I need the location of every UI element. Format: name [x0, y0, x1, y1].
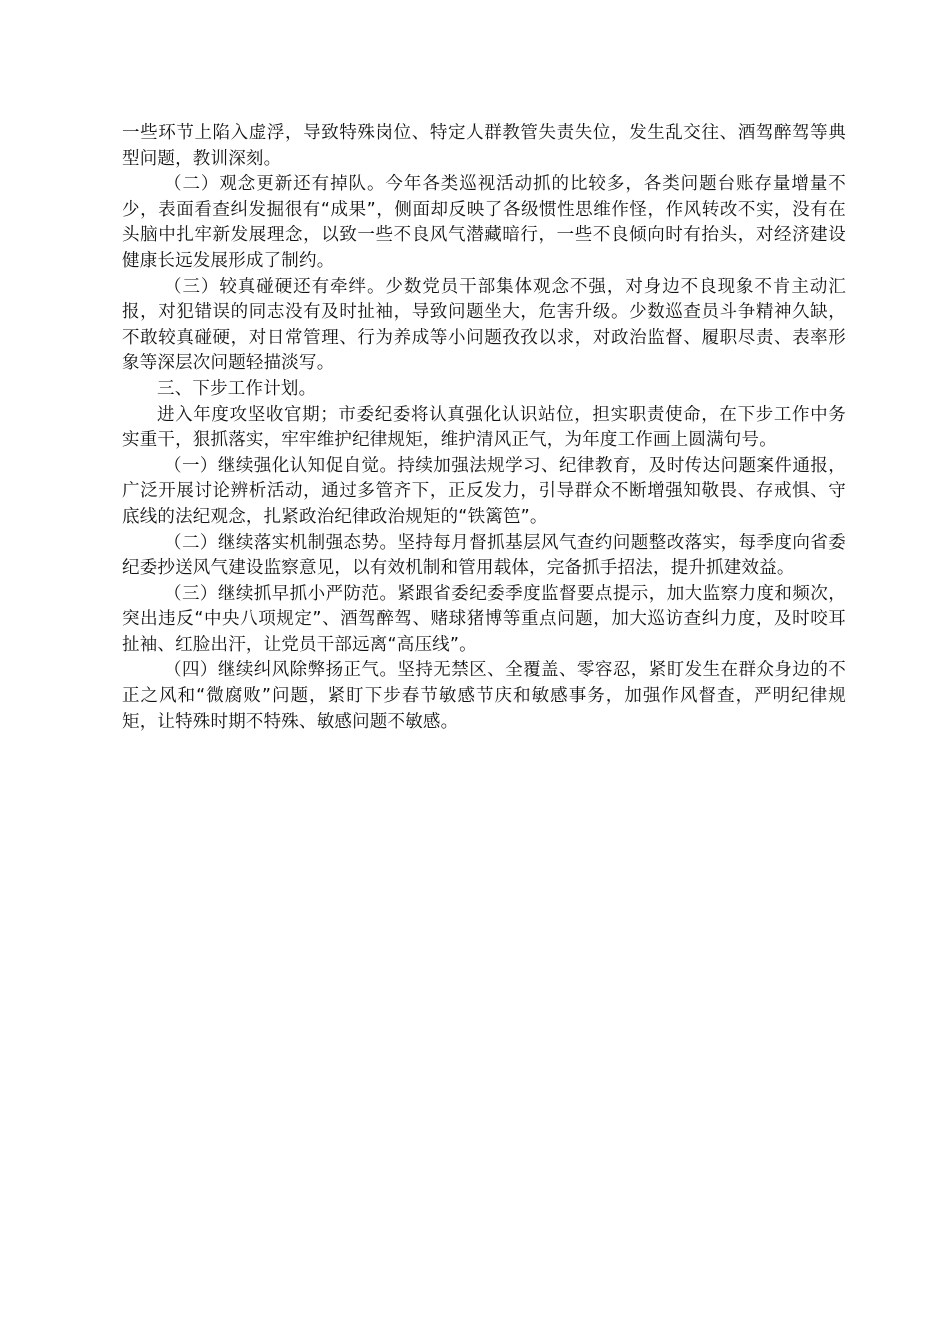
paragraph-plan-3: （三）继续抓早抓小严防范。紧跟省委纪委季度监督要点提示，加大监察力度和频次，突出违反“中央八项规定”、酒驾醉驾、赌球猪博等重点问题，加大巡访查纠力度，及时咬耳扯袖、红脸出汗，让党员干部远离“高压线”。 — [122, 583, 846, 655]
document-body — [122, 121, 846, 735]
paragraph-plan-1: （一）继续强化认知促自觉。持续加强法规学习、纪律教育，及时传达问题案件通报，广泛开展讨论辨析活动，通过多管齐下，正反发力，引导群众不断增强知敬畏、存戒惧、守底线的法纪观念，扎紧政治纪律政治规矩的“铁篱笆”。 — [122, 455, 846, 527]
paragraph-intro-next-steps: 进入年度攻坚收官期；市委纪委将认真强化认识站位，担实职责使命，在下步工作中务实重干，狠抓落实，牢牢维护纪律规矩，维护清风正气，为年度工作画上圆满句号。 — [122, 404, 846, 451]
paragraph-issue-3: （三）较真碰硬还有牵绊。少数党员干部集体观念不强，对身边不良现象不肯主动汇报，对犯错误的同志没有及时扯袖，导致问题坐大，危害升级。少数巡查员斗争精神久缺，不敢较真碰硬，对日常管理、行为养成等小问题孜孜以求，对政治监督、履职尽责、表率形象等深层次问题轻描淡写。 — [122, 276, 846, 374]
paragraph-issue-2: （二）观念更新还有掉队。今年各类巡视活动抓的比较多，各类问题台账存量增量不少，表面看查纠发掘很有“成果”，侧面却反映了各级惯性思维作怪，作风转改不实，没有在头脑中扎牢新发展理念，以致一些不良风气潜藏暗行，一些不良倾向时有抬头，对经济建设健康长远发展形成了制约。 — [122, 174, 846, 271]
paragraph-continuation: 一些环节上陷入虚浮，导致特殊岗位、特定人群教管失责失位，发生乱交往、酒驾醉驾等典型问题，教训深刻。 — [122, 123, 846, 169]
paragraph-plan-4: （四）继续纠风除弊扬正气。坚持无禁区、全覆盖、零容忍，紧盯发生在群众身边的不正之风和“微腐败”问题，紧盯下步春节敏感节庆和敏感事务，加强作风督查，严明纪律规矩，让特殊时期不特殊、敏感问题不敏感。 — [122, 660, 846, 732]
section-heading-next-steps: 三、下步工作计划。 — [157, 378, 317, 399]
paragraph-plan-2: （二）继续落实机制强态势。坚持每月督抓基层风气查约问题整改落实，每季度向省委纪委抄送风气建设监察意见，以有效机制和管用载体，完备抓手招法，提升抓建效益。 — [122, 532, 846, 579]
